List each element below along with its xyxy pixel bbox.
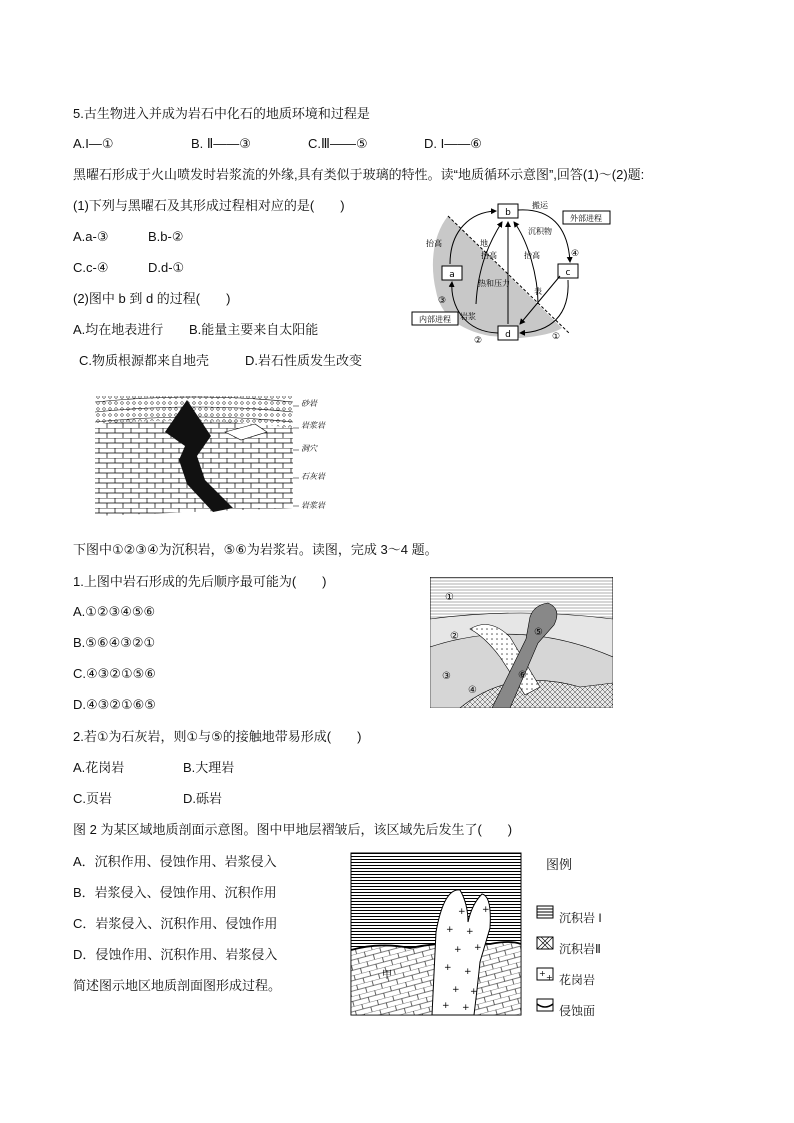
sub1-option-b[interactable]: B.b-② — [148, 229, 184, 244]
s2-q2-option-c[interactable]: C.页岩 — [73, 791, 113, 806]
svg-text:+: + — [446, 925, 454, 935]
s3-option-a[interactable]: A．沉积作用、侵蚀作用、岩浆侵入 — [73, 854, 277, 869]
label-cave: 洞穴 — [301, 444, 317, 453]
rock-cross-section — [95, 388, 345, 520]
legend-label-granite: 花岗岩 — [559, 973, 596, 987]
svg-text:+: + — [539, 969, 546, 978]
sub2-stem: (2)图中 b 到 d 的过程( ) — [73, 291, 231, 306]
label-heat-pressure: 热和压力 — [478, 279, 510, 288]
num-1: ① — [552, 332, 561, 342]
label-carry: 搬运 — [532, 201, 548, 210]
strata-label-2: ② — [450, 631, 459, 642]
label-igneous-2: 岩浆岩 — [301, 501, 325, 510]
num-2: ② — [474, 336, 483, 346]
num-4: ④ — [571, 249, 580, 259]
q5-stem: 5.古生物进入并成为岩石中化石的地质环境和过程是 — [73, 106, 370, 121]
legend-swatch-sedimentary-1 — [536, 905, 554, 919]
label-lift-right: 抬高 — [524, 251, 540, 260]
label-magma: 岩浆 — [460, 312, 476, 321]
svg-text:+: + — [464, 967, 472, 977]
sub2-option-d[interactable]: D.岩石性质发生改变 — [245, 353, 363, 368]
box-a-label: a — [449, 270, 455, 280]
s2-q1-stem: 1.上图中岩石形成的先后顺序最可能为( ) — [73, 574, 327, 589]
geologic-profile — [350, 852, 522, 1016]
s2-q2-option-d[interactable]: D.砾岩 — [183, 791, 223, 806]
sub1-options-row1 — [73, 229, 184, 245]
s3-option-c[interactable]: C．岩浆侵入、沉积作用、侵蚀作用 — [73, 916, 278, 931]
svg-text:+: + — [474, 943, 482, 953]
s2-q2-options-row1 — [73, 760, 234, 776]
section2-intro: 下图中①②③④为沉积岩，⑤⑥为岩浆岩。读图，完成 3～4 题。 — [73, 542, 438, 557]
s2-q2-option-b[interactable]: B.大理岩 — [183, 760, 235, 775]
label-external-process: 外部进程 — [570, 214, 602, 223]
sub2-option-a[interactable]: A.均在地表进行 — [73, 322, 164, 337]
q5-option-c[interactable]: C.Ⅲ——⑤ — [308, 136, 368, 151]
section3-stem: 图 2 为某区域地质剖面示意图。图中甲地层褶皱后，该区域先后发生了( ) — [73, 822, 513, 837]
legend-label-sedimentary-1: 沉积岩 I — [559, 911, 602, 925]
num-3: ③ — [438, 296, 447, 306]
legend-label-erosion-surface: 侵蚀面 — [559, 1004, 596, 1018]
sub1-stem: (1)下列与黑曜石及其形成过程相对应的是( ) — [73, 198, 345, 213]
label-lift-left: 抬高 — [426, 239, 442, 248]
strata-figure — [430, 577, 613, 708]
svg-text:+: + — [466, 927, 474, 937]
sub1-option-a[interactable]: A.a-③ — [73, 229, 109, 244]
svg-text:+: + — [470, 987, 478, 997]
s2-q2-option-a[interactable]: A.花岗岩 — [73, 760, 125, 775]
q5-options — [73, 136, 482, 152]
strata-label-5: ⑤ — [534, 627, 543, 638]
strata-label-1: ① — [445, 592, 454, 603]
svg-text:+: + — [462, 1003, 470, 1013]
label-ground: 地 — [480, 239, 488, 248]
strata-label-4: ④ — [468, 685, 477, 696]
svg-text:+: + — [452, 985, 460, 995]
s2-q2-stem: 2.若①为石灰岩，则①与⑤的接触地带易形成( ) — [73, 729, 362, 744]
strata-label-6: ⑥ — [518, 670, 527, 681]
sub2-option-c[interactable]: C.物质根源都来自地壳 — [79, 353, 210, 368]
geologic-cycle-diagram — [410, 196, 615, 346]
legend-swatch-granite — [536, 967, 554, 981]
legend-label-sedimentary-2: 沉积岩Ⅱ — [559, 942, 601, 956]
label-lift-mid: 抬高 — [481, 251, 497, 260]
s3-final-question: 简述图示地区地质剖面图形成过程。 — [73, 978, 282, 993]
s2-q1-option-c[interactable]: C.④③②①⑤⑥ — [73, 666, 156, 681]
svg-text:+: + — [458, 907, 466, 917]
box-c-label: c — [565, 268, 571, 278]
s2-q1-option-d[interactable]: D.④③②①⑥⑤ — [73, 697, 156, 712]
s2-q1-option-a[interactable]: A.①②③④⑤⑥ — [73, 604, 156, 619]
sub2-options-row2 — [79, 353, 362, 369]
s2-q1-option-b[interactable]: B.⑤⑥④③②① — [73, 635, 156, 650]
box-b-label: b — [505, 208, 511, 218]
sub1-option-d[interactable]: D.d-① — [148, 260, 185, 275]
legend-swatch-erosion-surface — [536, 998, 554, 1012]
label-limestone: 石灰岩 — [301, 472, 325, 481]
svg-text:+: + — [444, 963, 452, 973]
s3-option-b[interactable]: B．岩浆侵入、侵蚀作用、沉积作用 — [73, 885, 277, 900]
s2-q2-options-row2 — [73, 791, 222, 807]
s3-option-d[interactable]: D．侵蚀作用、沉积作用、岩浆侵入 — [73, 947, 278, 962]
legend-title: 图例 — [546, 857, 573, 872]
strata-label-3: ③ — [442, 671, 451, 682]
q5-option-d[interactable]: D. I——⑥ — [424, 136, 482, 151]
q5-option-b[interactable]: B. Ⅱ——③ — [191, 136, 251, 151]
sub2-option-b[interactable]: B.能量主要来自太阳能 — [189, 322, 319, 337]
sub1-option-c[interactable]: C.c-④ — [73, 260, 109, 275]
svg-text:+: + — [442, 1001, 450, 1011]
label-internal-process: 内部进程 — [419, 315, 451, 324]
label-surface: 表 — [534, 287, 542, 296]
box-d-label: d — [505, 330, 511, 340]
sub2-options-row1 — [73, 322, 318, 338]
sub1-options-row2 — [73, 260, 184, 276]
legend-swatch-sedimentary-2 — [536, 936, 554, 950]
obsidian-intro: 黑曜石形成于火山喷发时岩浆流的外缘,具有类似于玻璃的特性。读“地质循环示意图”,回答(1)～(2)题: — [73, 167, 645, 182]
svg-text:+: + — [482, 905, 490, 915]
q5-option-a[interactable]: A.I—① — [73, 136, 114, 151]
label-sandstone: 砂岩 — [301, 399, 317, 408]
svg-text:+: + — [454, 945, 462, 955]
label-igneous-1: 岩浆岩 — [301, 421, 325, 430]
label-jia: 甲 — [382, 970, 392, 981]
svg-text:+: + — [546, 973, 553, 981]
label-sediment: 沉积物 — [528, 227, 552, 236]
